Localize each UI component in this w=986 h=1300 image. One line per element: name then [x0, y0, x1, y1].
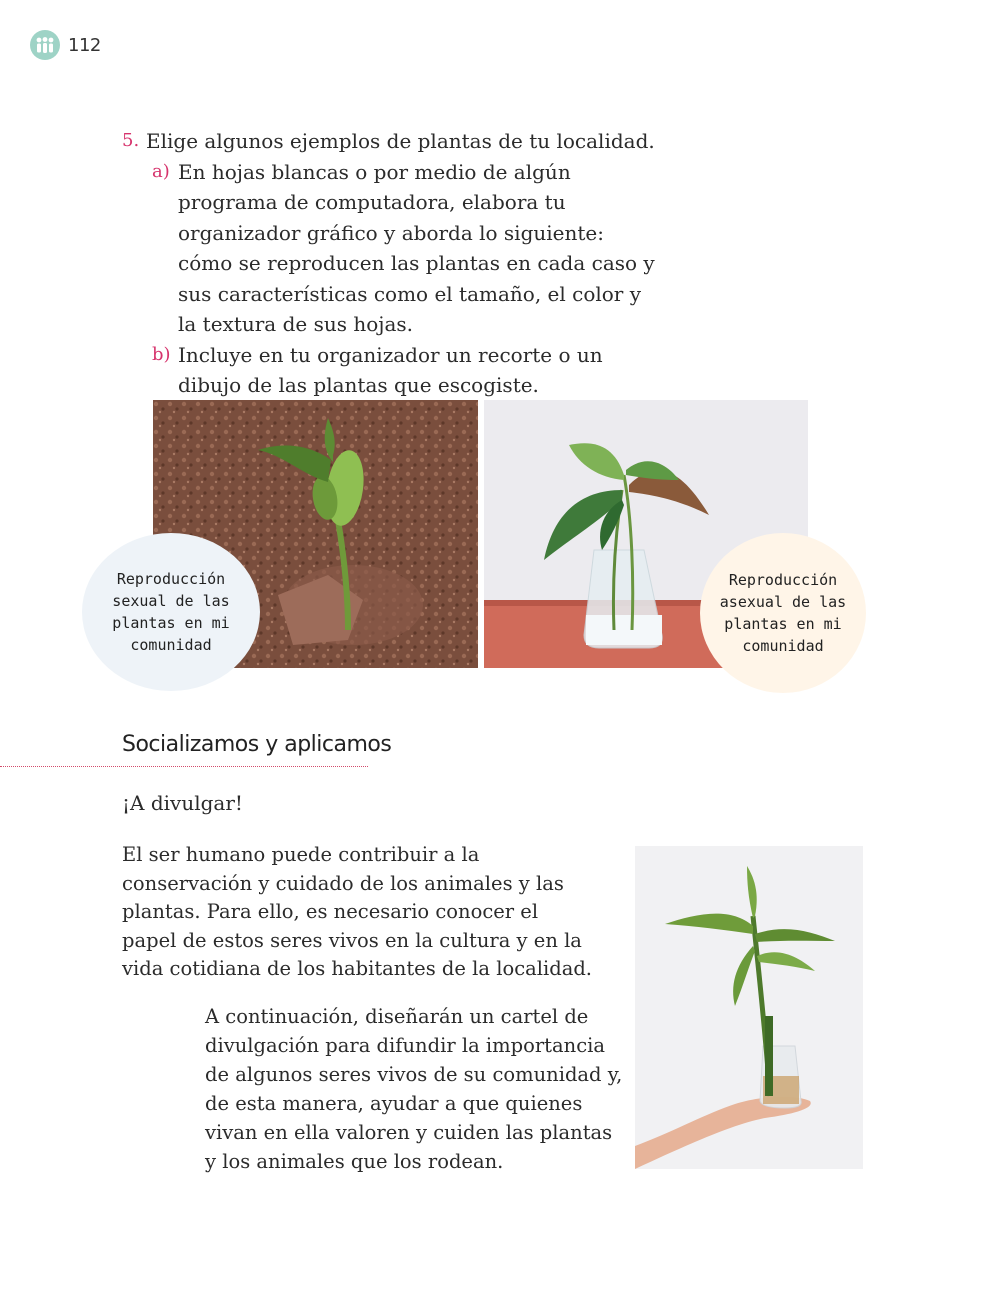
- activity-text: Elige algunos ejemplos de plantas de tu localidad.: [146, 129, 655, 153]
- page-number: 112: [68, 34, 101, 56]
- bubble-label: Reproducción sexual de las plantas en mi comunidad: [112, 570, 230, 654]
- section-divider: [0, 766, 368, 767]
- page-header: [30, 30, 101, 60]
- subitem-b: [152, 340, 662, 401]
- activity-number: 5.: [122, 130, 140, 151]
- subitem-marker: b): [152, 343, 171, 365]
- community-logo-icon: [30, 30, 60, 60]
- bamboo-hand-photo: [635, 846, 863, 1169]
- bubble-label: Reproducción asexual de las plantas en mi comunidad: [719, 571, 847, 655]
- activity-item: [122, 126, 662, 157]
- subitem-text: Incluye en tu organizador un recorte o un dibujo de las plantas que escogiste.: [178, 342, 603, 397]
- sexual-reproduction-bubble: [82, 533, 260, 691]
- asexual-reproduction-bubble: [700, 533, 866, 693]
- intro-paragraph: El ser humano puede contribuir a la conservación y cuidado de los animales y las plantas. Para ello, es necesario conocer el papel de estos seres vivos en la cultura y en la vida cotidiana de los habitantes de la localidad.: [122, 843, 592, 981]
- section-title: Socializamos y aplicamos: [122, 732, 392, 757]
- subitem-marker: a): [152, 160, 170, 182]
- subitem-text: En hojas blancas o por medio de algún programa de computadora, elabora tu organizador gráfico y aborda lo siguiente: cómo se reproducen las plantas en cada caso y sus características como el tamaño, el color y la textura de sus hojas.: [178, 159, 655, 336]
- section-subtitle: ¡A divulgar!: [122, 791, 243, 815]
- activity-5: [122, 126, 662, 401]
- instruction-paragraph: A continuación, diseñarán un cartel de divulgación para difundir la importancia de algunos seres vivos de su comunidad y, de esta manera, ayudar a que quienes vivan en ella valoren y cuiden las plantas y los animales que los rodean.: [205, 1005, 623, 1173]
- subitem-a: [152, 157, 662, 340]
